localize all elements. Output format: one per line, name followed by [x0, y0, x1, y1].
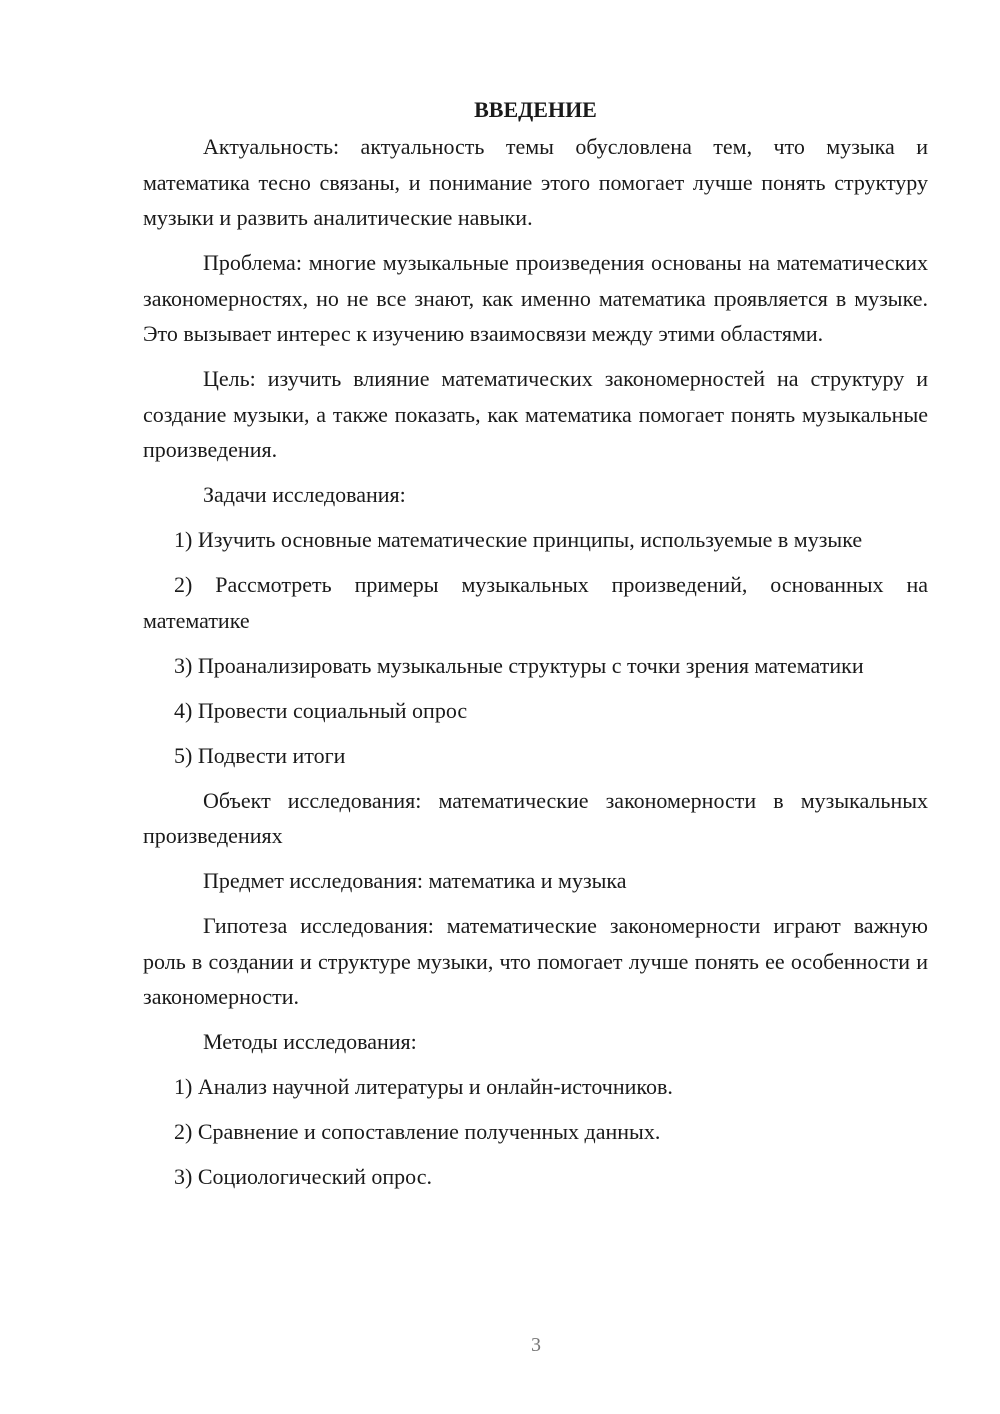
task-item: 5) Подвести итоги	[174, 742, 346, 768]
goal-paragraph: Цель: изучить влияние математических закономерностей на структуру и создание музыки, а также показать, как математика помогает понять музыкальные произведения.	[143, 366, 928, 462]
task-item: 2) Рассмотреть примеры музыкальных произведений, основанных на математике	[143, 572, 928, 633]
relevance-paragraph: Актуальность: актуальность темы обусловлена тем, что музыка и математика тесно связаны, и понимание этого помогает лучше понять структуру музыки и развить аналитические навыки.	[143, 134, 928, 230]
section-title: ВВЕДЕНИЕ	[474, 97, 597, 122]
methods-heading: Методы исследования:	[203, 1029, 417, 1054]
task-item: 4) Провести социальный опрос	[174, 697, 468, 723]
method-item: 1) Анализ научной литературы и онлайн-источников.	[174, 1074, 673, 1099]
tasks-heading: Задачи исследования:	[203, 482, 406, 507]
subject-paragraph: Предмет исследования: математика и музыка	[203, 868, 627, 893]
page-number: 3	[531, 1334, 541, 1356]
object-paragraph: Объект исследования: математические закономерности в музыкальных произведениях	[143, 787, 928, 848]
method-item: 2) Сравнение и сопоставление полученных данных.	[174, 1119, 661, 1144]
method-item: 3) Социологический опрос.	[174, 1164, 432, 1189]
task-item: 1) Изучить основные математические принципы, используемые в музыке	[174, 527, 863, 552]
task-item: 3) Проанализировать музыкальные структуры с точки зрения математики	[174, 652, 864, 678]
hypothesis-paragraph: Гипотеза исследования: математические закономерности играют важную роль в создании и структуре музыки, что помогает лучше понять ее особенности и закономерности.	[143, 913, 928, 1009]
problem-paragraph: Проблема: многие музыкальные произведения основаны на математических закономерностях, но не все знают, как именно математика проявляется в музыке. Это вызывает интерес к изучению взаимосвязи между этими областями.	[143, 250, 928, 346]
page-content	[143, 92, 928, 1204]
